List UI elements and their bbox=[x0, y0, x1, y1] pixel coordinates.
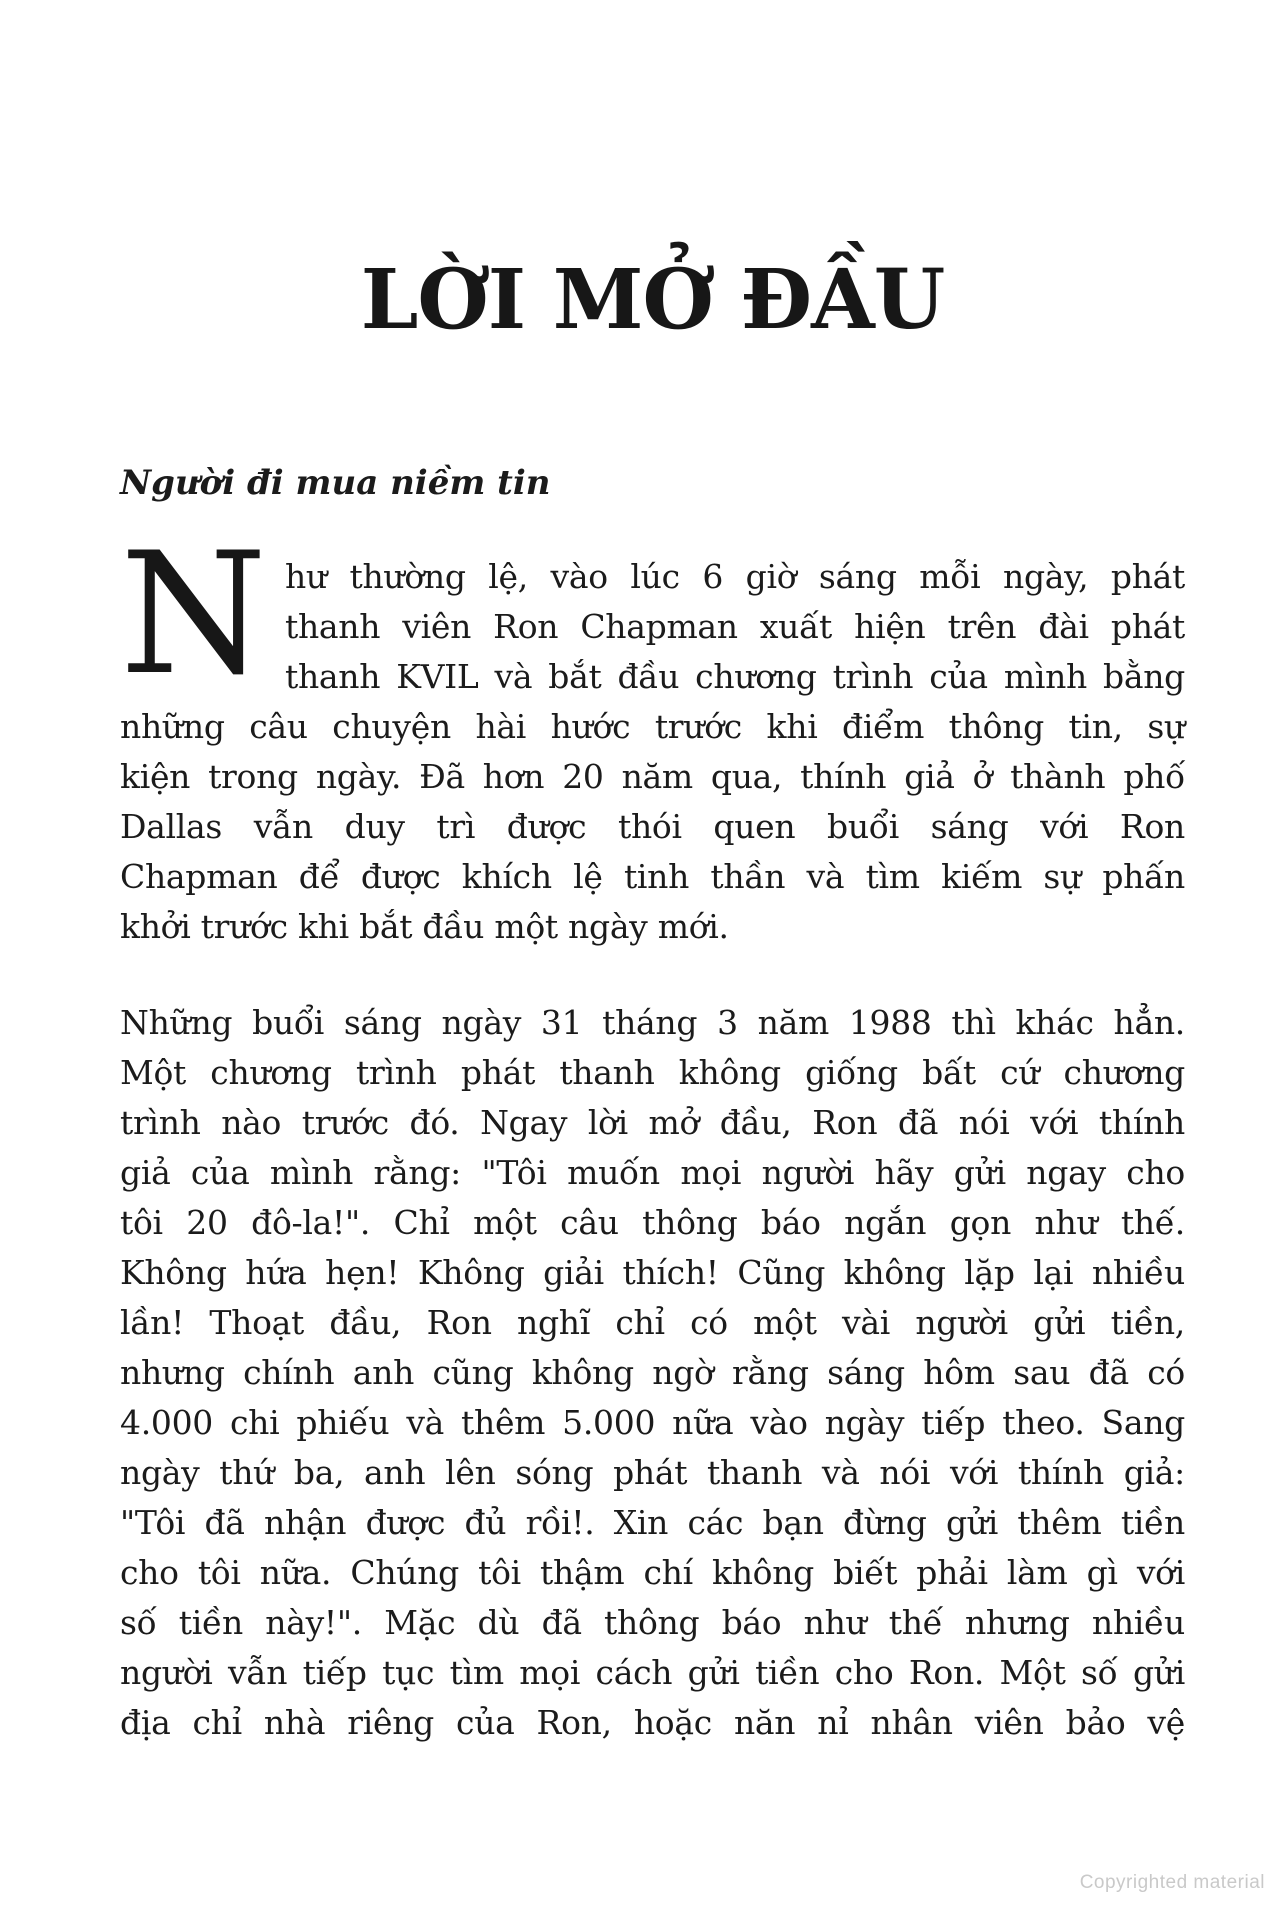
paragraph-1 bbox=[120, 516, 1185, 952]
section-subtitle: Người đi mua niềm tin bbox=[120, 463, 551, 503]
drop-cap bbox=[120, 516, 267, 712]
text-line: tôi 20 đô-la!". Chỉ một câu thông báo ngắn gọn như thế. bbox=[120, 1203, 1185, 1242]
text-line: kiện trong ngày. Đã hơn 20 năm qua, thính giả ở thành phố bbox=[120, 757, 1185, 796]
page-title: LỜI MỞ ĐẦU bbox=[360, 252, 945, 348]
text-line: khởi trước khi bắt đầu một ngày mới. bbox=[120, 907, 729, 946]
copyright-watermark: Copyrighted material bbox=[1079, 1872, 1265, 1893]
text-line: số tiền này!". Mặc dù đã thông báo như thế nhưng nhiều bbox=[120, 1603, 1185, 1642]
text-line: cho tôi nữa. Chúng tôi thậm chí không biết phải làm gì với bbox=[120, 1553, 1185, 1592]
text-line: Không hứa hẹn! Không giải thích! Cũng không lặp lại nhiều bbox=[120, 1253, 1185, 1292]
paragraph-2 bbox=[120, 998, 1185, 1748]
text-line: Những buổi sáng ngày 31 tháng 3 năm 1988 thì khác hẳn. bbox=[120, 1003, 1185, 1042]
text-line: hư thường lệ, vào lúc 6 giờ sáng mỗi ngày, phát bbox=[285, 557, 1185, 596]
text-line: nhưng chính anh cũng không ngờ rằng sáng hôm sau đã có bbox=[120, 1353, 1185, 1392]
text-column bbox=[120, 0, 1185, 1748]
text-line: Dallas vẫn duy trì được thói quen buổi sáng với Ron bbox=[120, 807, 1185, 846]
text-line: những câu chuyện hài hước trước khi điểm thông tin, sự bbox=[120, 707, 1185, 746]
text-line: giả của mình rằng: "Tôi muốn mọi người hãy gửi ngay cho bbox=[120, 1153, 1185, 1192]
text-line: Chapman để được khích lệ tinh thần và tìm kiếm sự phấn bbox=[120, 857, 1185, 896]
text-line: 4.000 chi phiếu và thêm 5.000 nữa vào ngày tiếp theo. Sang bbox=[120, 1403, 1185, 1442]
text-line: "Tôi đã nhận được đủ rồi!. Xin các bạn đừng gửi thêm tiền bbox=[120, 1503, 1185, 1542]
text-line: thanh viên Ron Chapman xuất hiện trên đài phát bbox=[285, 607, 1185, 646]
text-line: ngày thứ ba, anh lên sóng phát thanh và nói với thính giả: bbox=[120, 1453, 1185, 1492]
text-line: người vẫn tiếp tục tìm mọi cách gửi tiền cho Ron. Một số gửi bbox=[120, 1653, 1185, 1692]
drop-cap-letter: N bbox=[120, 516, 267, 712]
text-line: Một chương trình phát thanh không giống bất cứ chương bbox=[120, 1053, 1185, 1092]
text-line: địa chỉ nhà riêng của Ron, hoặc năn nỉ nhân viên bảo vệ bbox=[120, 1703, 1185, 1742]
text-line: lần! Thoạt đầu, Ron nghĩ chỉ có một vài người gửi tiền, bbox=[120, 1303, 1185, 1342]
text-line: thanh KVIL và bắt đầu chương trình của mình bằng bbox=[285, 657, 1185, 696]
text-line: trình nào trước đó. Ngay lời mở đầu, Ron đã nói với thính bbox=[120, 1103, 1185, 1142]
